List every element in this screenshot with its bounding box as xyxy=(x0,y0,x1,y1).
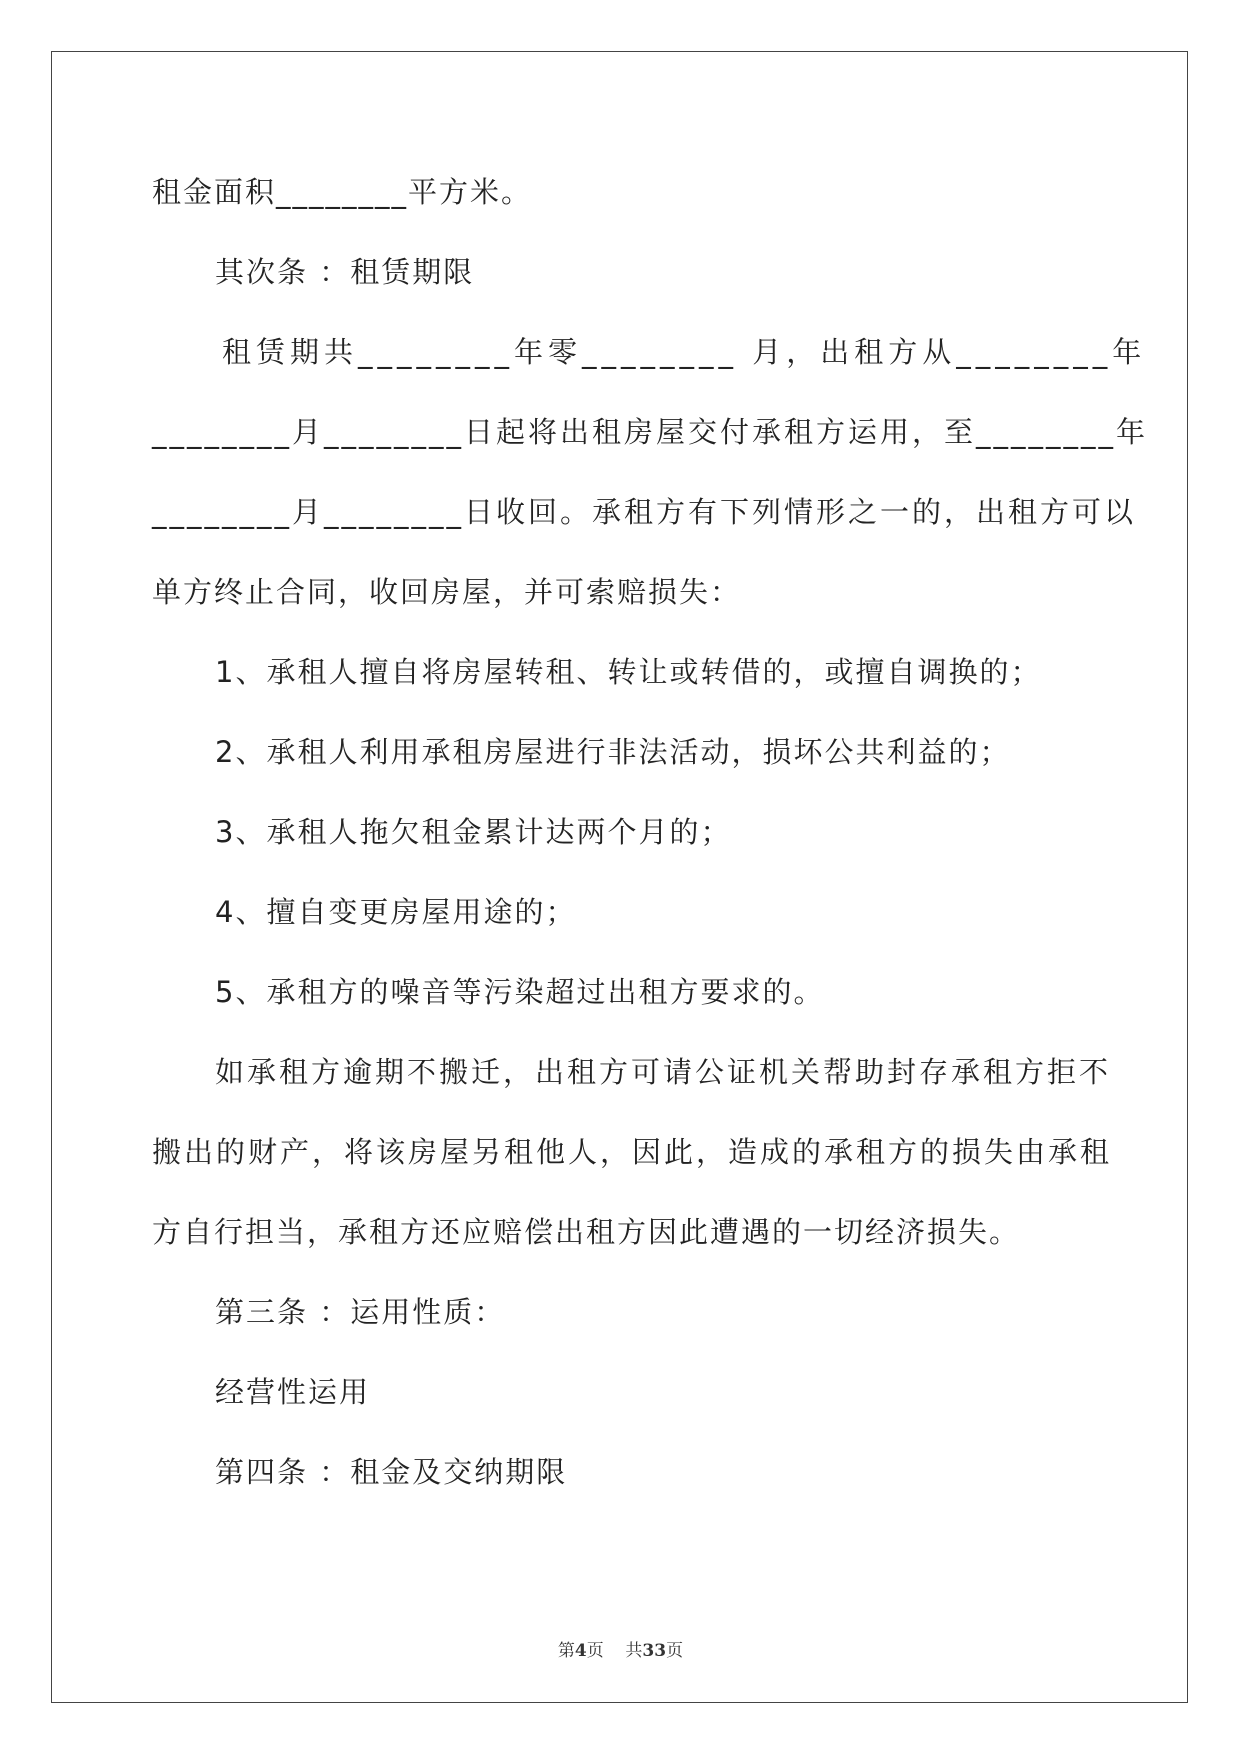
text-line-13: 搬出的财产，将该房屋另租他人，因此，造成的承租方的损失由承租 xyxy=(152,1135,1113,1169)
text-line-5: ________月________日收回。承租方有下列情形之一的，出租方可以 xyxy=(152,495,1137,529)
text-line-1: 租金面积________平方米。 xyxy=(152,175,533,209)
clause-4-heading: 第四条 ：租金及交纳期限 xyxy=(215,1455,568,1489)
text-line-14: 方自行担当，承租方还应赔偿出租方因此遭遇的一切经济损失。 xyxy=(152,1215,1021,1249)
current-page-number: 4 xyxy=(574,1641,587,1661)
total-pages: 33 xyxy=(642,1641,667,1661)
text-line-16: 经营性运用 xyxy=(215,1375,371,1409)
clause-2-heading: 其次条 ：租赁期限 xyxy=(215,255,475,289)
clause-3-heading: 第三条 ：运用性质： xyxy=(215,1295,506,1329)
page-footer xyxy=(0,1636,1241,1661)
text-line-4: ________月________日起将出租房屋交付承租方运用，至________年 xyxy=(152,415,1149,449)
text-line-3: 租赁期共________年零________ 月，出租方从________年 xyxy=(222,335,1147,369)
list-item-4: 4、擅自变更房屋用途的； xyxy=(215,895,577,929)
footer-total-suffix: 页 xyxy=(666,1641,684,1661)
list-item-3: 3、承租人拖欠租金累计达两个月的； xyxy=(215,815,732,849)
footer-page-word: 页 xyxy=(586,1641,604,1661)
list-item-5: 5、承租方的噪音等污染超过出租方要求的。 xyxy=(215,975,825,1009)
footer-total-prefix: 共 xyxy=(625,1641,643,1661)
text-line-6: 单方终止合同，收回房屋，并可索赔损失： xyxy=(152,575,742,609)
footer-prefix: 第 xyxy=(557,1641,575,1661)
text-line-12: 如承租方逾期不搬迁，出租方可请公证机关帮助封存承租方拒不 xyxy=(215,1055,1112,1089)
list-item-2: 2、承租人利用承租房屋进行非法活动，损坏公共利益的； xyxy=(215,735,1011,769)
list-item-1: 1、承租人擅自将房屋转租、转让或转借的，或擅自调换的； xyxy=(215,655,1042,689)
